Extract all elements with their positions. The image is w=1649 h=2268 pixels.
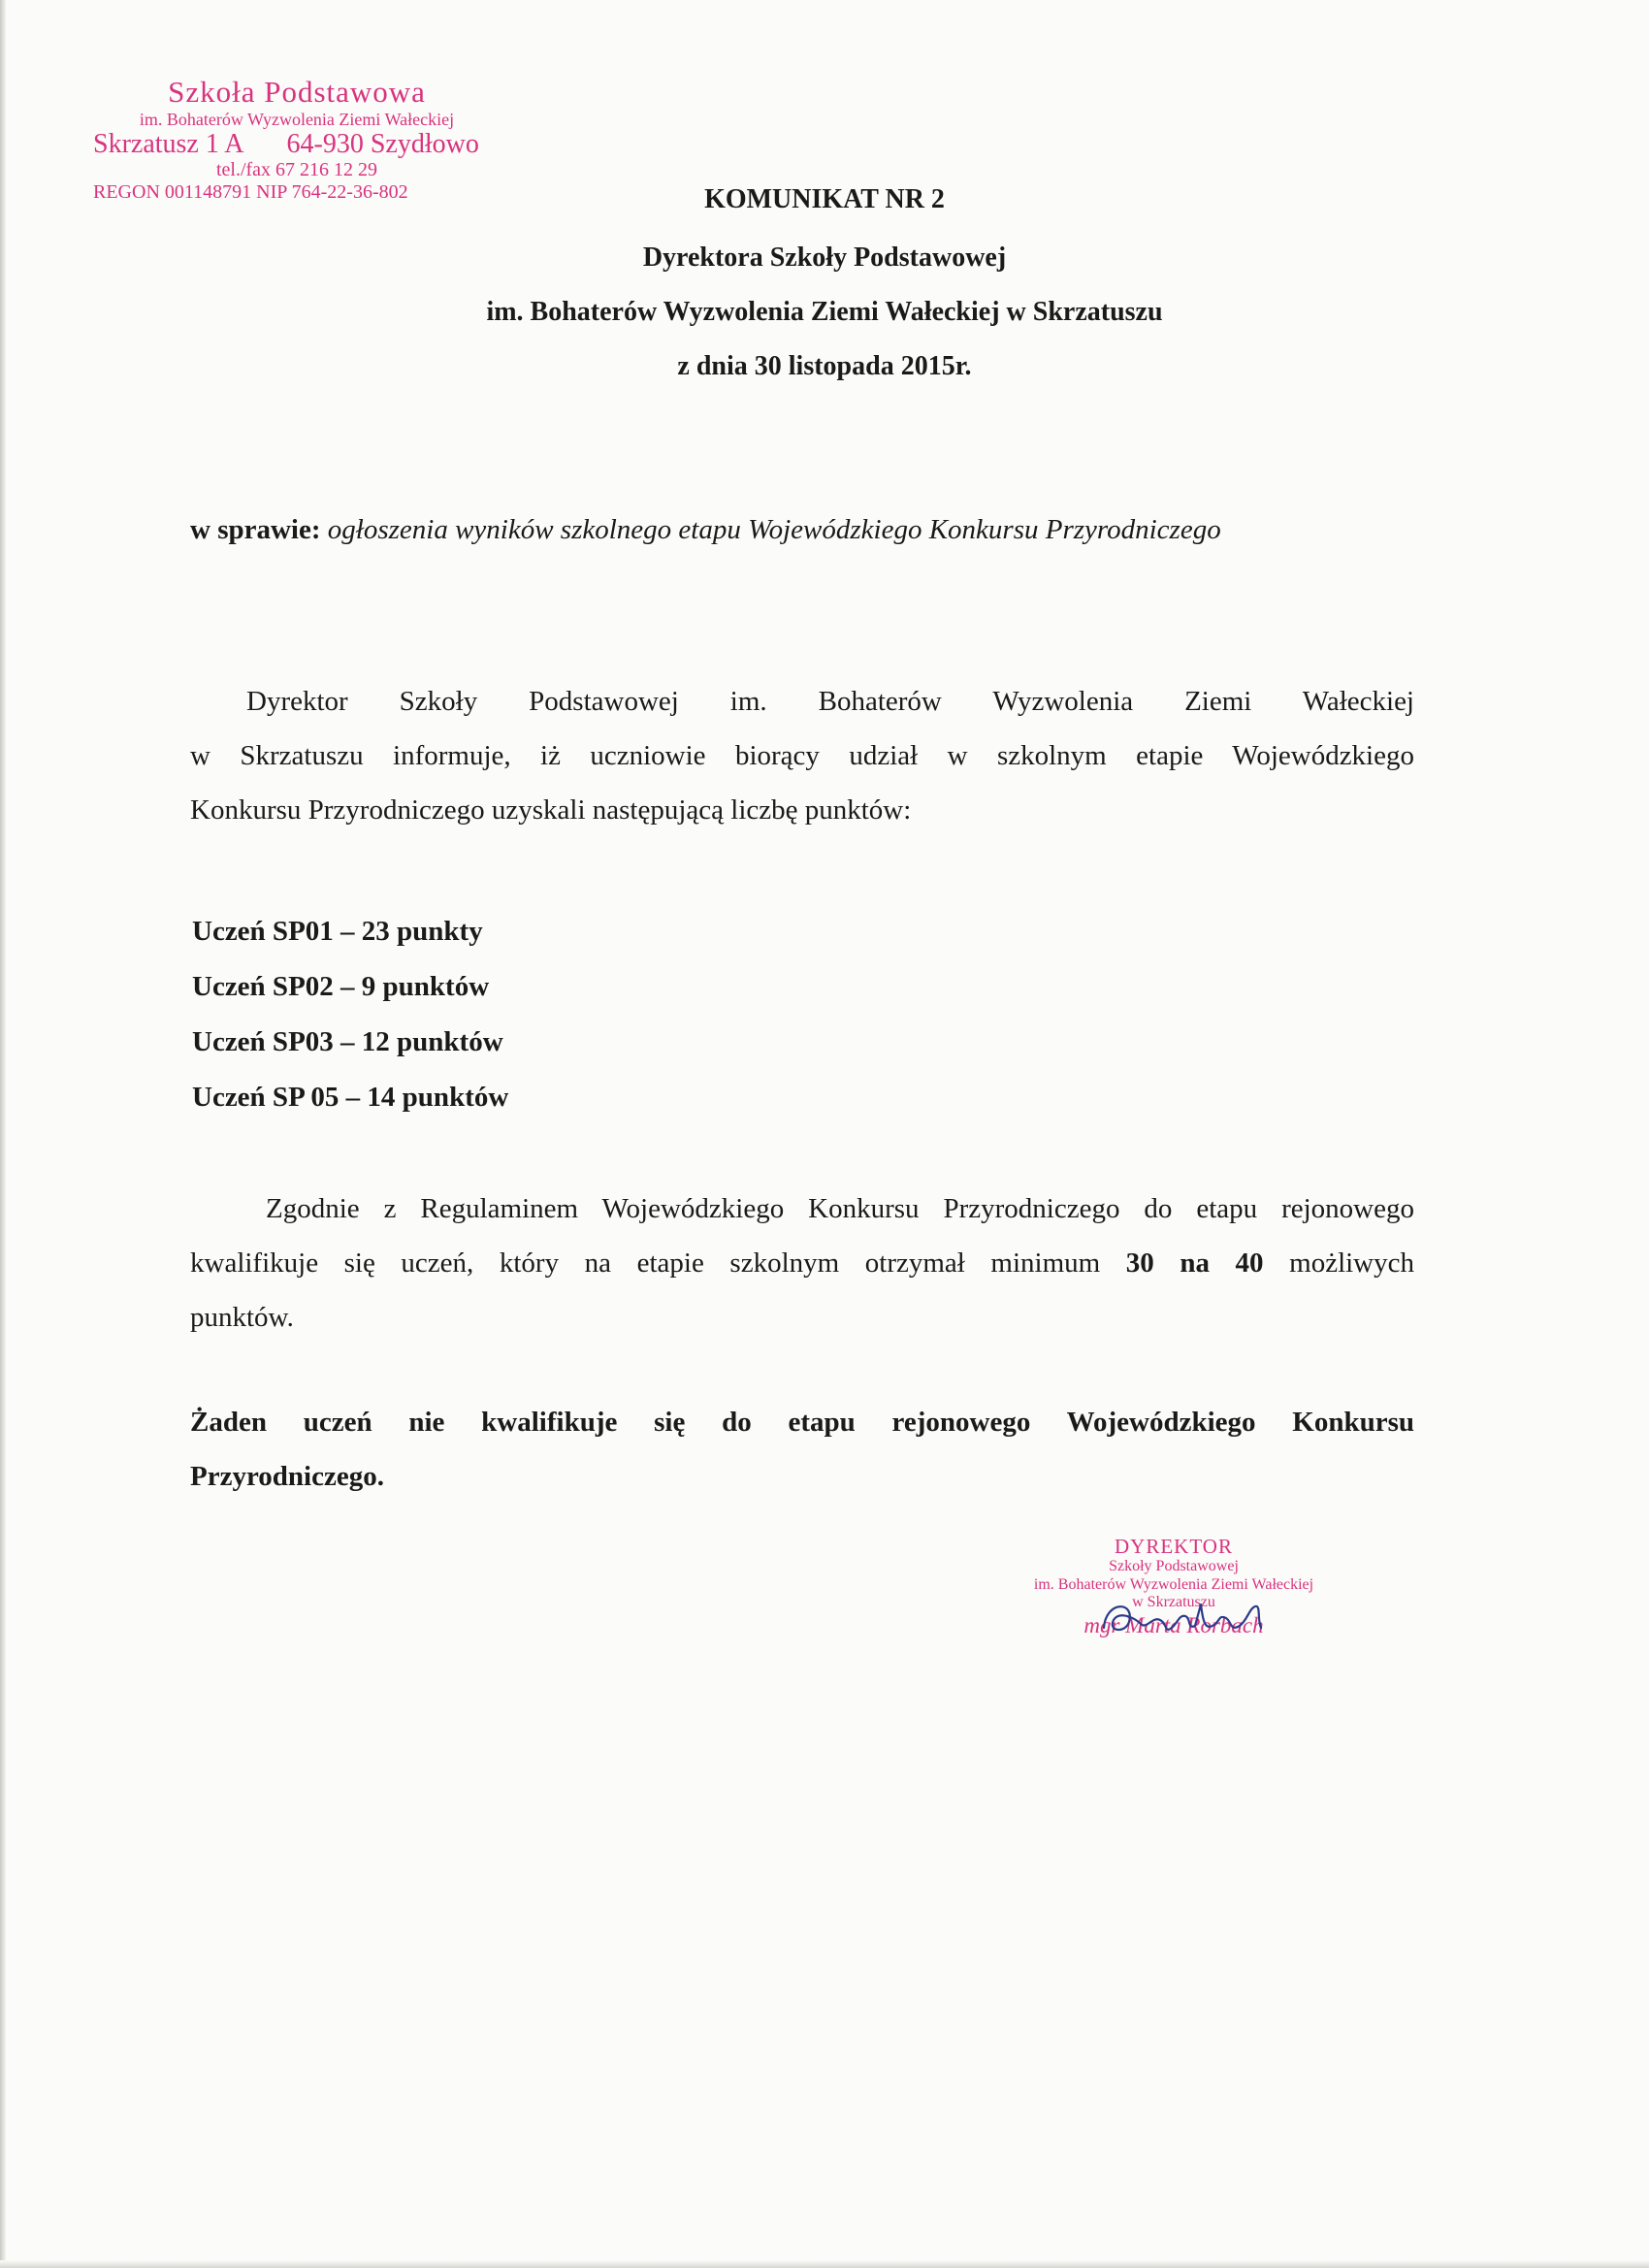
- director-school: Szkoły Podstawowej: [1109, 1558, 1239, 1575]
- document-issuer-school: im. Bohaterów Wyzwolenia Ziemi Wałeckiej w Skrzatuszu: [486, 297, 1163, 327]
- stamp-school-name: Szkoła Podstawowa: [168, 75, 426, 109]
- stamp-postal: 64-930 Szydłowo: [286, 128, 479, 159]
- stamp-phone: tel./fax 67 216 12 29: [215, 159, 378, 181]
- subject-text: ogłoszenia wyników szkolnego etapu Wojewódzkiego Konkursu Przyrodniczego: [327, 514, 1221, 545]
- conclusion-line: Przyrodniczego.: [190, 1461, 384, 1492]
- intro-line: w Skrzatuszu informuje, iż uczniowie biorący udział w szkolnym etapie Wojewódzkiego: [190, 740, 1414, 771]
- regulation-line: [190, 1236, 1414, 1290]
- director-location: w Skrzatuszu: [1132, 1593, 1215, 1610]
- document-issuer: Dyrektora Szkoły Podstawowej: [642, 243, 1007, 273]
- intro-line: Konkursu Przyrodniczego uzyskali następującą liczbę punktów:: [190, 794, 912, 826]
- document-title: KOMUNIKAT NR 2: [704, 184, 945, 214]
- regulation-text: kwalifikuje się uczeń, który na etapie szkolnym otrzymał minimum: [190, 1247, 1101, 1279]
- stamp-street: Skrzatusz 1 A: [93, 128, 244, 159]
- document-subject: [190, 514, 1221, 546]
- regulation-line: Zgodnie z Regulaminem Wojewódzkiego Konkursu Przyrodniczego do etapu rejonowego: [266, 1193, 1414, 1224]
- result-item: Uczeń SP 05 – 14 punktów: [192, 1082, 509, 1113]
- regulation-paragraph: [190, 1182, 1414, 1345]
- conclusion-paragraph: [190, 1395, 1414, 1504]
- regulation-line: punktów.: [190, 1302, 294, 1333]
- regulation-text-end: możliwych: [1289, 1247, 1414, 1279]
- director-title: DYREKTOR: [1115, 1535, 1233, 1558]
- director-school-patron: im. Bohaterów Wyzwolenia Ziemi Wałeckiej: [1033, 1575, 1314, 1593]
- stamp-ids: REGON 001148791 NIP 764-22-36-802: [93, 180, 408, 203]
- director-name: mgr Marta Rorbach: [1083, 1613, 1264, 1638]
- intro-line: Dyrektor Szkoły Podstawowej im. Bohaterów Wyzwolenia Ziemi Wałeckiej: [246, 686, 1414, 717]
- stamp-school-patron: im. Bohaterów Wyzwolenia Ziemi Wałeckiej: [139, 109, 455, 129]
- result-item: Uczeń SP03 – 12 punktów: [192, 1026, 503, 1057]
- signature: [1096, 1591, 1280, 1649]
- page-edge: [0, 0, 6, 2268]
- intro-paragraph: [190, 674, 1414, 837]
- results-list: [192, 904, 508, 1125]
- result-item: Uczeń SP02 – 9 punktów: [192, 971, 490, 1002]
- result-item: Uczeń SP01 – 23 punkty: [192, 916, 483, 947]
- regulation-threshold: 30 na 40: [1125, 1247, 1264, 1279]
- document-date: z dnia 30 listopada 2015r.: [677, 351, 972, 381]
- conclusion-line: Żaden uczeń nie kwalifikuje się do etapu rejonowego Wojewódzkiego Konkursu: [190, 1407, 1414, 1438]
- page-edge-bottom: [0, 2260, 1649, 2268]
- stamp-address: [83, 129, 510, 159]
- subject-label: w sprawie:: [190, 514, 321, 545]
